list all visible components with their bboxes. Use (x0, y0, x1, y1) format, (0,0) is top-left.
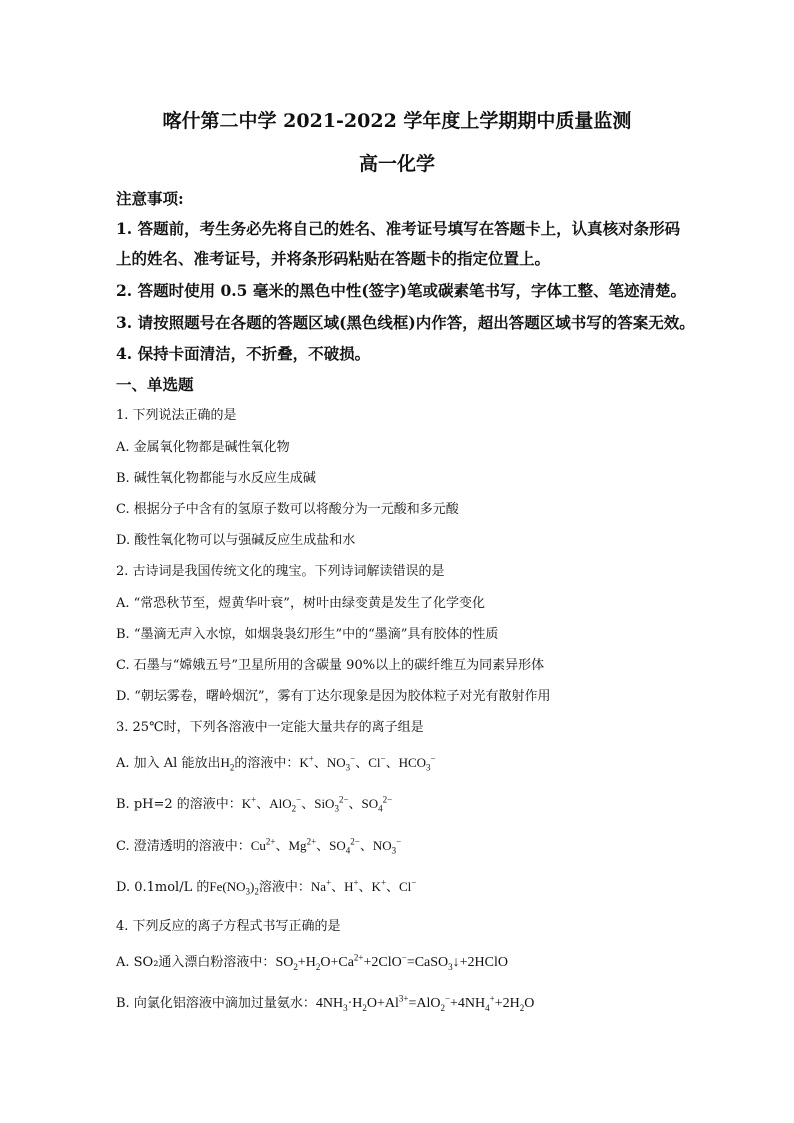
question-option-c (116, 835, 401, 854)
formula-h2: $H_2$ (220, 755, 235, 773)
question-option-d (116, 876, 416, 895)
question-stem: 4. 下列反应的离子方程式书写正确的是 (116, 919, 341, 934)
section-heading: 一、单选题 (116, 375, 194, 394)
question-stem: 1. 下列说法正确的是 (116, 408, 237, 423)
notice-item: 4. 保持卡面清洁，不折叠，不破损。 (116, 344, 371, 363)
ion-list: $Cu^{2+}$、$Mg^{2+}$、$SO_4^{2-}$、$NO_3^-$ (250, 836, 402, 856)
question-option-b (116, 793, 392, 812)
question-option-b (116, 992, 534, 1012)
option-text: 溶液中： (258, 880, 311, 895)
option-text: C. 澄清透明的溶液中： (116, 839, 251, 854)
question-option-a (116, 951, 508, 971)
question-stem: 3. 25℃时，下列各溶液中一定能大量共存的离子组是 (116, 720, 424, 735)
page-title: 喀什第二中学 2021-2022 学年度上学期期中质量监测 (162, 110, 632, 132)
question-option: B. “墨滴无声入水惊，如烟袅袅幻形生”中的“墨滴”具有胶体的性质 (116, 627, 499, 642)
ion-list: K+、AlO$_2$−、SiO$_3^{2-}$、$SO_4^{2-}$ (241, 794, 393, 814)
question-option: D. “朝坛雾卷，曙岭烟沉”，雾有丁达尔现象是因为胶体粒子对光有散射作用 (116, 689, 551, 704)
ion-list: K+、$NO_3^-$、Cl−、$HCO_3^-$ (299, 753, 436, 773)
notice-item: 2. 答题时使用 0.5 毫米的黑色中性(签字)笔或碳素笔书写，字体工整、笔迹清楚。 (116, 281, 687, 300)
question-option: C. 根据分子中含有的氢原子数可以将酸分为一元酸和多元酸 (116, 502, 459, 517)
option-text: A. 加入 Al 能放出 (116, 756, 221, 771)
option-text: B. 向氯化铝溶液中滴加过量氨水： (116, 996, 316, 1011)
question-option: A. “常恐秋节至，煜黄华叶衰”，树叶由绿变黄是发生了化学变化 (116, 596, 485, 611)
question-option: A. 金属氧化物都是碱性氧化物 (116, 440, 290, 455)
question-option: C. 石墨与“嫦娥五号”卫星所用的含碳量 90%以上的碳纤维互为同素异形体 (116, 658, 545, 673)
equation: $4NH_3\cdot H_2O+Al^{3+}=AlO_2^-+4NH_4^++2H_2O$ (315, 993, 535, 1013)
option-text: 的溶液中： (234, 756, 300, 771)
question-stem: 2. 古诗词是我国传统文化的瑰宝。下列诗词解读错误的是 (116, 564, 445, 579)
notice-item: 3. 请按照题号在各题的答题区域(黑色线框)内作答，超出答题区域书写的答案无效。 (116, 313, 695, 332)
option-text: A. SO₂通入漂白粉溶液中： (116, 955, 276, 970)
question-option-a (116, 752, 436, 771)
question-option: D. 酸性氧化物可以与强碱反应生成盐和水 (116, 533, 356, 548)
page-subtitle: 高一化学 (358, 153, 435, 175)
option-text: B. pH=2 的溶液中： (116, 797, 242, 812)
equation: $SO_2+H_2O+Ca^{2+}+2ClO^-=CaSO_3↓+2HClO$ (275, 952, 508, 972)
ion-list: Na+、H+、K+、Cl− (310, 877, 417, 894)
notice-item: 1. 答题前，考生务必先将自己的姓名、准考证号填写在答题卡上，认真核对条形码 (116, 219, 681, 238)
question-option: B. 碱性氧化物都能与水反应生成碱 (116, 471, 316, 486)
option-text: D. 0.1mol/L 的 (116, 880, 210, 895)
notice-item: 上的姓名、准考证号，并将条形码粘贴在答题卡的指定位置上。 (116, 249, 551, 268)
formula-fe-no3-2: $Fe(NO_3)_2$ (209, 879, 259, 897)
notice-heading: 注意事项: (116, 189, 184, 208)
